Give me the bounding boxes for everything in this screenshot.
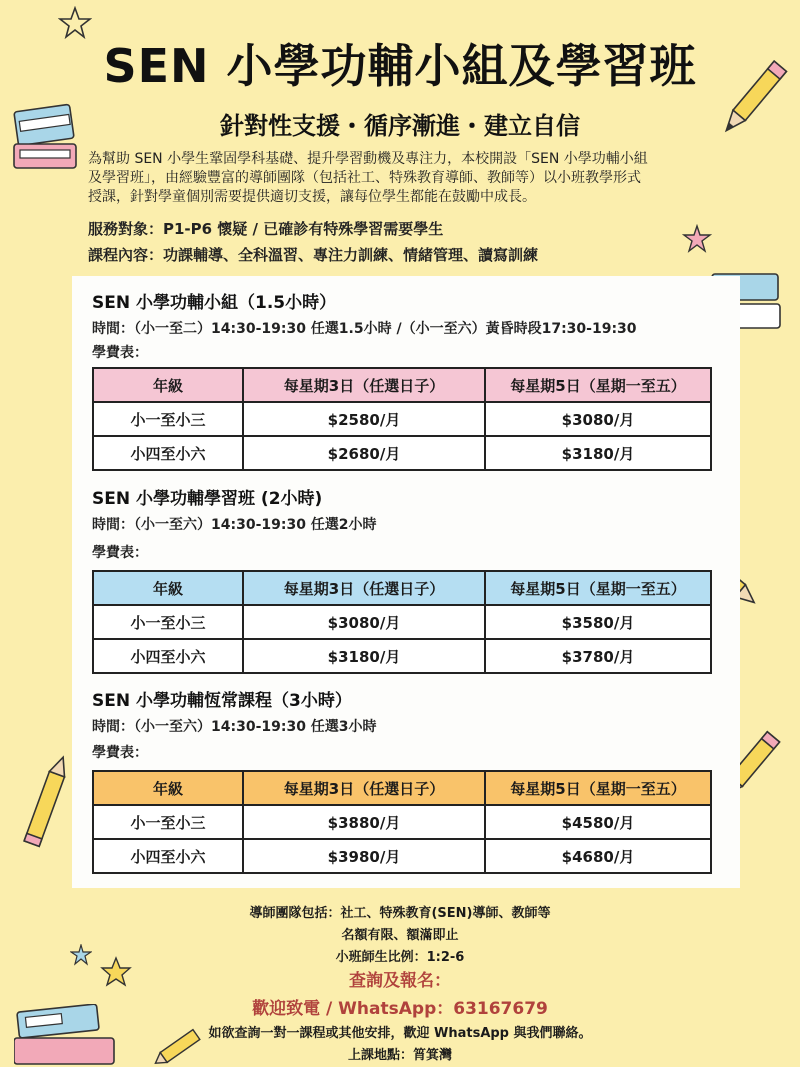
- fee-table: [92, 770, 712, 874]
- limited-places: 名額有限、額滿即止: [341, 928, 459, 943]
- section-time: 時間：（小一至六）14:30-19:30 任選3小時: [92, 719, 377, 735]
- column-header: 每星期5日（星期一至五）: [485, 571, 711, 605]
- intro-paragraph: [88, 150, 728, 207]
- table-row: [93, 839, 711, 873]
- price-cell: $3880/月: [243, 805, 485, 839]
- page-subtitle: 針對性支援・循序漸進・建立自信: [220, 112, 580, 140]
- price-cell: $3180/月: [485, 436, 711, 470]
- whatsapp-note: 如欲查詢一對一課程或其他安排，歡迎 WhatsApp 與我們聯絡。: [208, 1026, 592, 1041]
- grade-cell: 小一至小三: [93, 605, 243, 639]
- pencil-icon: [12, 752, 78, 862]
- fee-table: [92, 367, 712, 471]
- intro-line: 及學習班」，由經驗豐富的導師團隊（包括社工、特殊教育導師、教師等）以小班教學形式: [88, 170, 641, 186]
- column-header: 每星期3日（任選日子）: [243, 771, 485, 805]
- section-time: 時間：（小一至六）14:30-19:30 任選2小時: [92, 517, 377, 533]
- intro-line: 授課，針對學童個別需要提供適切支援，讓每位學生都能在鼓勵中成長。: [88, 189, 536, 205]
- service-target: 服務對象：P1-P6 懷疑 / 已確診有特殊學習需要學生: [88, 220, 444, 238]
- column-header: 年級: [93, 571, 243, 605]
- table-header-row: [93, 571, 711, 605]
- enquiry-heading: 查詢及報名：: [349, 971, 451, 991]
- table-header-row: [93, 771, 711, 805]
- price-cell: $3580/月: [485, 605, 711, 639]
- grade-cell: 小一至小三: [93, 805, 243, 839]
- fee-label: 學費表：: [92, 745, 148, 761]
- price-cell: $3780/月: [485, 639, 711, 673]
- price-cell: $2680/月: [243, 436, 485, 470]
- price-cell: $4580/月: [485, 805, 711, 839]
- intro-line: 為幫助 SEN 小學生鞏固學科基礎、提升學習動機及專注力，本校開設「SEN 小學功輔小組: [88, 151, 648, 167]
- contact-phone[interactable]: 歡迎致電 / WhatsApp：63167679: [252, 999, 548, 1019]
- column-header: 年級: [93, 368, 243, 402]
- price-cell: $3080/月: [485, 402, 711, 436]
- class-location: 上課地點：筲箕灣: [347, 1048, 452, 1063]
- page-title: SEN 小學功輔小組及學習班: [103, 39, 697, 93]
- price-cell: $4680/月: [485, 839, 711, 873]
- table-header-row: [93, 368, 711, 402]
- table-row: [93, 605, 711, 639]
- section-title: SEN 小學功輔學習班 (2小時): [92, 489, 323, 509]
- section-title: SEN 小學功輔小組（1.5小時）: [92, 293, 337, 313]
- column-header: 每星期5日（星期一至五）: [485, 771, 711, 805]
- column-header: 每星期5日（星期一至五）: [485, 368, 711, 402]
- fee-label: 學費表：: [92, 345, 148, 361]
- tutor-team: 導師團隊包括：社工、特殊教育(SEN)導師、教師等: [249, 906, 551, 921]
- table-row: [93, 805, 711, 839]
- fee-label: 學費表：: [92, 545, 148, 561]
- section-time: 時間：（小一至二）14:30-19:30 任選1.5小時 /（小一至六）黃昏時段17:30-19:30: [92, 321, 637, 337]
- class-ratio: 小班師生比例：1:2-6: [335, 950, 465, 965]
- grade-cell: 小一至小三: [93, 402, 243, 436]
- price-cell: $2580/月: [243, 402, 485, 436]
- column-header: 年級: [93, 771, 243, 805]
- grade-cell: 小四至小六: [93, 839, 243, 873]
- star-icon: [682, 224, 712, 254]
- table-row: [93, 436, 711, 470]
- fee-table: [92, 570, 712, 674]
- section-title: SEN 小學功輔恆常課程（3小時）: [92, 691, 352, 711]
- price-cell: $3080/月: [243, 605, 485, 639]
- table-row: [93, 639, 711, 673]
- grade-cell: 小四至小六: [93, 639, 243, 673]
- table-row: [93, 402, 711, 436]
- column-header: 每星期3日（任選日子）: [243, 368, 485, 402]
- price-cell: $3980/月: [243, 839, 485, 873]
- course-content: 課程內容：功課輔導、全科溫習、專注力訓練、情緒管理、讀寫訓練: [88, 246, 539, 264]
- grade-cell: 小四至小六: [93, 436, 243, 470]
- price-cell: $3180/月: [243, 639, 485, 673]
- column-header: 每星期3日（任選日子）: [243, 571, 485, 605]
